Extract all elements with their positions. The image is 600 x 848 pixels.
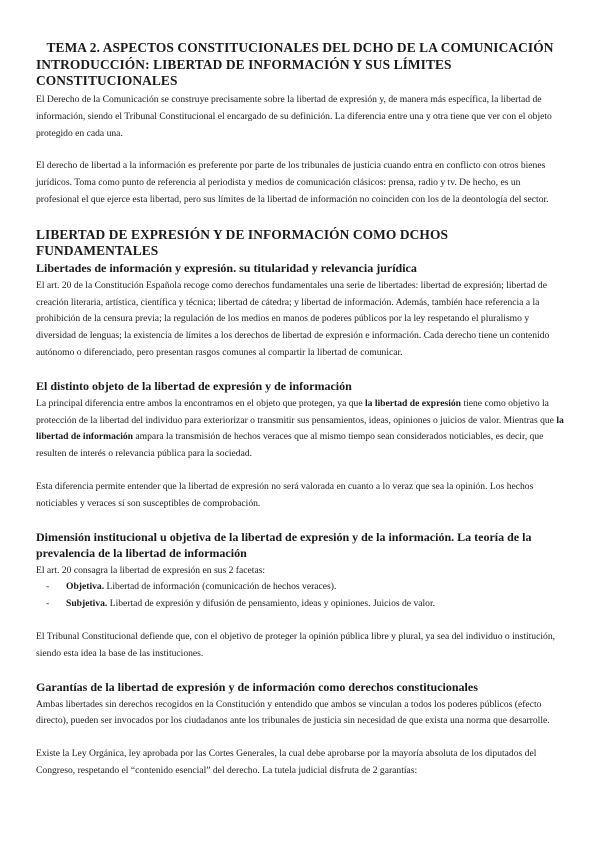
intro-heading: INTRODUCCIÓN: LIBERTAD DE INFORMACIÓN Y SUS LÍMITES CONSTITUCIONALES [36, 57, 452, 88]
intro-paragraph-1: El Derecho de la Comunicación se construye precisamente sobre la libertad de expresión y, de manera más específica, la libertad de información, siendo el Tribunal Constitucional el encargado de su definición. La diferencia entre una y otra tiene que ver con el objeto protegido en cada una. [36, 94, 552, 139]
term-libertad-informacion: la libertad de información [36, 414, 564, 443]
list-item: - Subjetiva. Libertad de expresión y difusión de pensamiento, ideas y opiniones. Juicios de valor. [36, 596, 564, 613]
paragraph-objeto: La principal diferencia entre ambos la encontramos en el objeto que protegen, ya que la libertad de expresión tiene como objetivo la protección de la libertad del individuo para exteriorizar o transmitir sus pensamientos, ideas, opiniones o juicios de valor. Mientras que la libertad de información ampara la transmisión de hechos veraces que al mismo tiempo sean considerados noticiables, es decir, que resulten de interés o relevancia pública para la sociedad. [36, 397, 564, 460]
document-title: TEMA 2. ASPECTOS CONSTITUCIONALES DEL DCHO DE LA COMUNICACIÓN [46, 40, 554, 55]
facets-list [36, 579, 564, 613]
term-libertad-expresion: la libertad de expresión [364, 397, 462, 409]
paragraph-garantias: Ambas libertades sin derechos recogidos en la Constitución y entendido que ambos se vinculan a todos los poderes públicos (efecto directo), pueden ser invocados por los ciudadanos ante los tribunales de justicia sin necesidad de que exista una norma que desarrolle. [36, 698, 550, 727]
paragraph-tribunal: El Tribunal Constitucional defiende que, con el objetivo de proteger la opinión pública libre y plural, ya sea del individuo o institución, siendo esta idea la base de las instituciones. [36, 630, 556, 659]
list-item: - Objetiva. Libertad de información (comunicación de hechos veraces). [36, 579, 564, 596]
dash-marker: - [46, 598, 50, 610]
dash-marker: - [46, 581, 50, 593]
subheading-objeto: El distinto objeto de la libertad de expresión y de información [36, 378, 352, 393]
subheading-garantias: Garantías de la libertad de expresión y de información como derechos constitucionales [36, 679, 478, 694]
paragraph-diferencia: Esta diferencia permite entender que la libertad de expresión no será valorada en cuanto a lo veraz que sea la opinión. Los hechos noticiables y veraces sí son susceptibles de comprobación. [36, 480, 534, 509]
intro-paragraph-2: El derecho de libertad a la información es preferente por parte de los tribunales de justicia cuando entra en conflicto con otros bienes jurídicos. Toma como punto de referencia al periodista y medios de comunicación clásicos: prensa, radio y tv. De hecho, es un profesional el que ejerce esta libertad, pero sus límites de la libertad de información no coinciden con los de la deontología del sector. [36, 160, 549, 205]
facet-term: Objetiva. [66, 581, 105, 593]
paragraph-ley-organica: Existe la Ley Orgánica, ley aprobada por las Cortes Generales, la cual debe aprobarse por la mayoría absoluta de los diputados del Congreso, respetando el “contenido esencial” del derecho. La tutela judicial disfruta de 2 garantías: [36, 748, 537, 776]
paragraph-facetas-intro: El art. 20 consagra la libertad de expresión en sus 2 facetas: [36, 564, 266, 576]
subheading-titularidad: Libertades de información y expresión. su titularidad y relevancia jurídica [36, 260, 417, 275]
facet-term: Subjetiva. [66, 598, 108, 610]
section-heading: LIBERTAD DE EXPRESIÓN Y DE INFORMACIÓN COMO DCHOS FUNDAMENTALES [36, 226, 449, 258]
paragraph-art20: El art. 20 de la Constitución Española recoge como derechos fundamentales una serie de libertades: libertad de expresión; libertad de creación literaria, artística, científica y técnica; libertad de cátedra; y libertad de información. Además, también hace referencia a la prohibición de la censura previa; la regulación de los medios en manos de poderes públicos por la ley respetando el pluralismo y diversidad de lenguas; la existencia de límites a los derechos de libertad de expresión e información. Cada derecho tiene un contenido autónomo o diferenciado, pero presentan rasgos comunes al compartir la libertad de comunicar. [36, 279, 550, 358]
subheading-dimension: Dimensión institucional u objetiva de la libertad de expresión y de la información. La teoría de la prevalencia de la libertad de información [36, 529, 532, 560]
